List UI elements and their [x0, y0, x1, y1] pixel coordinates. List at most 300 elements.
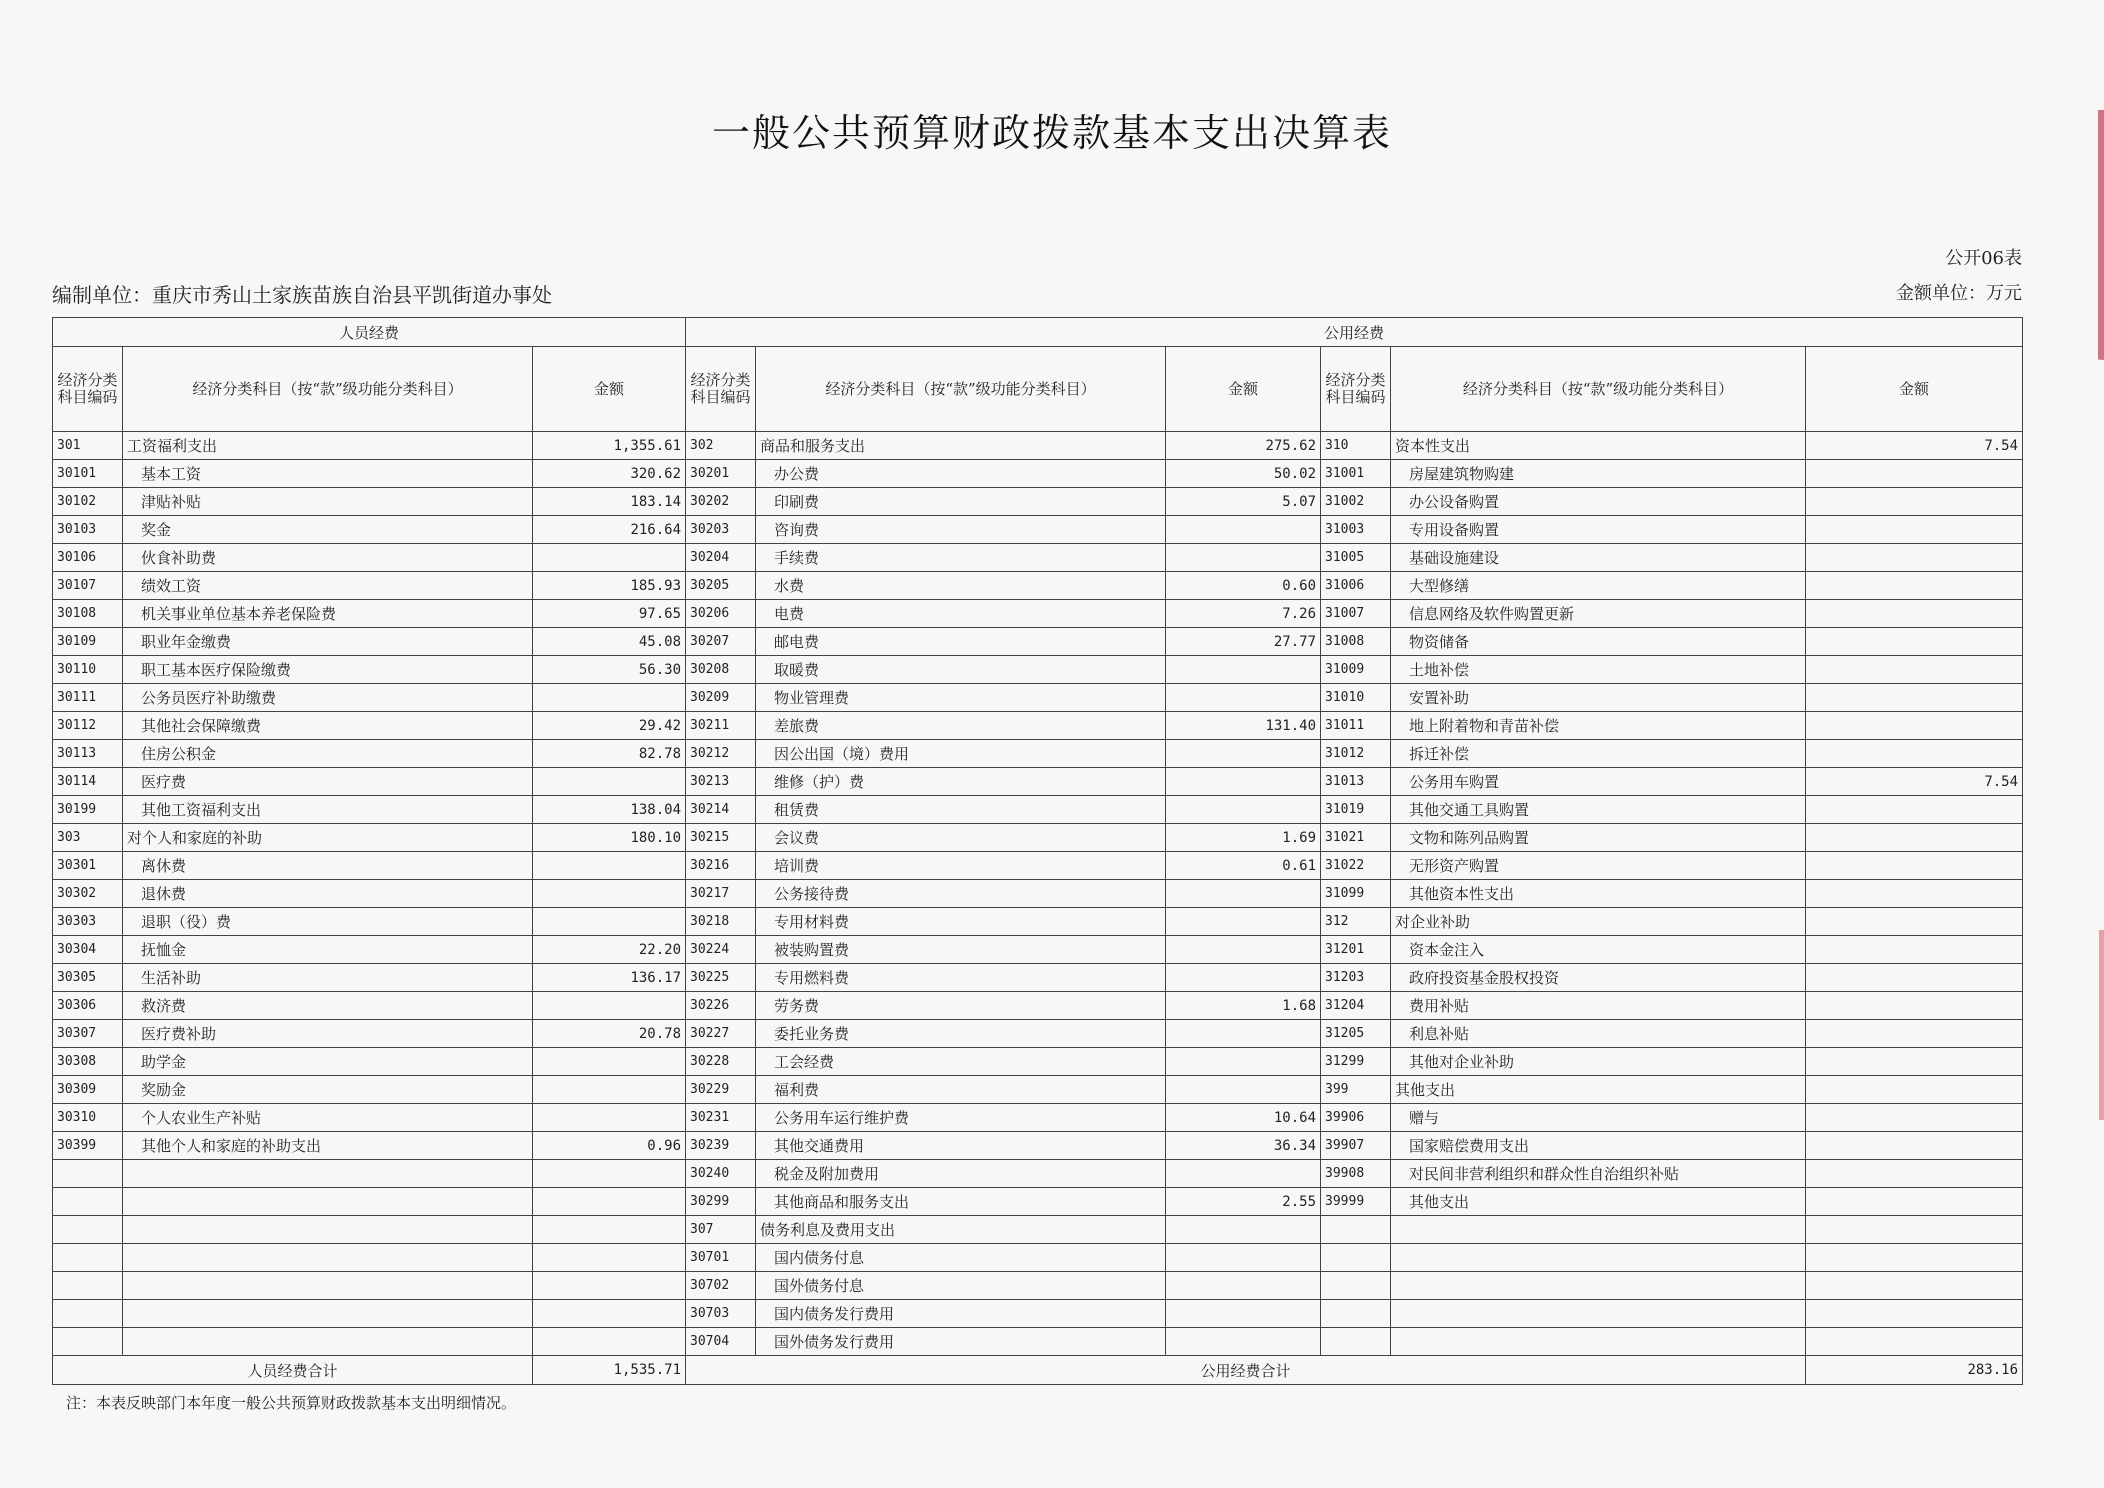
name-cell: 培训费: [756, 852, 1166, 880]
amount-cell: [1166, 796, 1321, 824]
amount-cell: [1166, 1272, 1321, 1300]
code-cell: 30308: [53, 1048, 123, 1076]
code-cell: 30108: [53, 600, 123, 628]
name-cell: 维修（护）费: [756, 768, 1166, 796]
table-row: [53, 544, 2023, 572]
code-cell: 31011: [1321, 712, 1391, 740]
amount-cell: 0.60: [1166, 572, 1321, 600]
amount-cell: [1806, 656, 2023, 684]
amount-cell: 185.93: [533, 572, 686, 600]
name-cell: [123, 1160, 533, 1188]
code-cell: 30701: [686, 1244, 756, 1272]
code-cell: 30240: [686, 1160, 756, 1188]
amount-cell: 27.77: [1166, 628, 1321, 656]
preparing-unit: 编制单位：重庆市秀山土家族苗族自治县平凯街道办事处: [52, 283, 552, 307]
code-cell: 30205: [686, 572, 756, 600]
amount-cell: [533, 992, 686, 1020]
code-cell: 30201: [686, 460, 756, 488]
code-cell: 31003: [1321, 516, 1391, 544]
table-row: [53, 824, 2023, 852]
name-cell: 抚恤金: [123, 936, 533, 964]
name-cell: 专用设备购置: [1391, 516, 1806, 544]
code-cell: 30301: [53, 852, 123, 880]
amount-cell: [533, 544, 686, 572]
name-cell: 工资福利支出: [123, 432, 533, 460]
seal-stamp-mark-lower: [2089, 930, 2104, 1120]
name-cell: 其他工资福利支出: [123, 796, 533, 824]
table-row: [53, 1020, 2023, 1048]
table-row: [53, 1244, 2023, 1272]
name-cell: [123, 1300, 533, 1328]
amount-cell: 138.04: [533, 796, 686, 824]
name-cell: 医疗费: [123, 768, 533, 796]
amount-cell: [1806, 1020, 2023, 1048]
code-cell: 30310: [53, 1104, 123, 1132]
table-row: [53, 516, 2023, 544]
amount-cell: 275.62: [1166, 432, 1321, 460]
name-cell: 退休费: [123, 880, 533, 908]
amount-cell: [1806, 1244, 2023, 1272]
name-cell: [123, 1328, 533, 1356]
code-cell: 31019: [1321, 796, 1391, 824]
code-cell: 31205: [1321, 1020, 1391, 1048]
code-cell: 30215: [686, 824, 756, 852]
col-name-header: 经济分类科目（按“款”级功能分类科目）: [1391, 347, 1806, 432]
amount-cell: 56.30: [533, 656, 686, 684]
code-cell: [53, 1300, 123, 1328]
name-cell: 商品和服务支出: [756, 432, 1166, 460]
name-cell: 差旅费: [756, 712, 1166, 740]
amount-cell: 2.55: [1166, 1188, 1321, 1216]
code-cell: [1321, 1244, 1391, 1272]
name-cell: 国内债务付息: [756, 1244, 1166, 1272]
amount-cell: [533, 1188, 686, 1216]
name-cell: 国内债务发行费用: [756, 1300, 1166, 1328]
amount-cell: [1166, 1244, 1321, 1272]
amount-cell: [533, 684, 686, 712]
table-row: [53, 1188, 2023, 1216]
amount-cell: [1166, 1048, 1321, 1076]
name-cell: [123, 1216, 533, 1244]
name-cell: [1391, 1216, 1806, 1244]
code-cell: 39907: [1321, 1132, 1391, 1160]
group-header-row: [53, 318, 2023, 347]
amount-cell: [1166, 936, 1321, 964]
amount-cell: [1166, 880, 1321, 908]
amount-cell: [1806, 740, 2023, 768]
code-cell: 30103: [53, 516, 123, 544]
name-cell: 公务用车购置: [1391, 768, 1806, 796]
table-row: [53, 1048, 2023, 1076]
name-cell: 无形资产购置: [1391, 852, 1806, 880]
code-cell: 30304: [53, 936, 123, 964]
amount-cell: 183.14: [533, 488, 686, 516]
name-cell: 会议费: [756, 824, 1166, 852]
amount-cell: [1806, 712, 2023, 740]
amount-cell: [1806, 880, 2023, 908]
code-cell: 30218: [686, 908, 756, 936]
name-cell: 其他个人和家庭的补助支出: [123, 1132, 533, 1160]
code-cell: 30226: [686, 992, 756, 1020]
name-cell: 电费: [756, 600, 1166, 628]
table-row: [53, 656, 2023, 684]
code-cell: [53, 1160, 123, 1188]
table-row: [53, 964, 2023, 992]
amount-unit: 金额单位：万元: [1896, 283, 2022, 304]
name-cell: [123, 1272, 533, 1300]
amount-cell: 97.65: [533, 600, 686, 628]
code-cell: 30203: [686, 516, 756, 544]
name-cell: 生活补助: [123, 964, 533, 992]
amount-cell: [1806, 544, 2023, 572]
name-cell: 国家赔偿费用支出: [1391, 1132, 1806, 1160]
amount-cell: [1806, 684, 2023, 712]
name-cell: 地上附着物和青苗补偿: [1391, 712, 1806, 740]
code-cell: 30399: [53, 1132, 123, 1160]
amount-cell: [1166, 1300, 1321, 1328]
code-cell: 30703: [686, 1300, 756, 1328]
amount-cell: [533, 880, 686, 908]
amount-cell: [1806, 936, 2023, 964]
table-code: 公开06表: [1945, 248, 2022, 269]
amount-cell: [1166, 544, 1321, 572]
code-cell: 30101: [53, 460, 123, 488]
amount-cell: [1806, 460, 2023, 488]
code-cell: [53, 1188, 123, 1216]
code-cell: 30224: [686, 936, 756, 964]
code-cell: 302: [686, 432, 756, 460]
name-cell: 咨询费: [756, 516, 1166, 544]
amount-cell: [1806, 1300, 2023, 1328]
code-cell: 30307: [53, 1020, 123, 1048]
name-cell: 住房公积金: [123, 740, 533, 768]
amount-cell: [1806, 516, 2023, 544]
amount-cell: [1166, 1328, 1321, 1356]
code-cell: 30309: [53, 1076, 123, 1104]
name-cell: [1391, 1272, 1806, 1300]
name-cell: 拆迁补偿: [1391, 740, 1806, 768]
name-cell: 土地补偿: [1391, 656, 1806, 684]
expenditure-table-wrapper: [52, 317, 2022, 1385]
amount-cell: [1806, 1160, 2023, 1188]
amount-cell: 0.61: [1166, 852, 1321, 880]
table-row: [53, 852, 2023, 880]
name-cell: [1391, 1300, 1806, 1328]
amount-cell: [533, 1272, 686, 1300]
code-cell: 30209: [686, 684, 756, 712]
table-row: [53, 1160, 2023, 1188]
table-row: [53, 1328, 2023, 1356]
col-name-header: 经济分类科目（按“款”级功能分类科目）: [756, 347, 1166, 432]
amount-cell: 131.40: [1166, 712, 1321, 740]
amount-cell: 180.10: [533, 824, 686, 852]
name-cell: 其他商品和服务支出: [756, 1188, 1166, 1216]
name-cell: 劳务费: [756, 992, 1166, 1020]
code-cell: 30112: [53, 712, 123, 740]
amount-cell: [533, 1244, 686, 1272]
name-cell: 其他支出: [1391, 1076, 1806, 1104]
amount-cell: 1,355.61: [533, 432, 686, 460]
code-cell: 30102: [53, 488, 123, 516]
table-row: [53, 880, 2023, 908]
amount-cell: [533, 1216, 686, 1244]
amount-cell: 7.26: [1166, 600, 1321, 628]
code-cell: 39999: [1321, 1188, 1391, 1216]
personnel-expense-header: 人员经费: [53, 318, 686, 347]
amount-cell: 320.62: [533, 460, 686, 488]
amount-cell: [1166, 1020, 1321, 1048]
amount-cell: [1806, 600, 2023, 628]
col-code-header: 经济分类科目编码: [53, 347, 123, 432]
code-cell: 31203: [1321, 964, 1391, 992]
amount-cell: 29.42: [533, 712, 686, 740]
table-row: [53, 628, 2023, 656]
personnel-total-value: 1,535.71: [533, 1356, 686, 1385]
page-title: 一般公共预算财政拨款基本支出决算表: [711, 111, 1392, 155]
name-cell: [123, 1188, 533, 1216]
name-cell: 公务员医疗补助缴费: [123, 684, 533, 712]
code-cell: [1321, 1272, 1391, 1300]
name-cell: 办公费: [756, 460, 1166, 488]
public-total-value: 283.16: [1806, 1356, 2023, 1385]
code-cell: 31022: [1321, 852, 1391, 880]
table-row: [53, 572, 2023, 600]
name-cell: 政府投资基金股权投资: [1391, 964, 1806, 992]
amount-cell: [1806, 1048, 2023, 1076]
name-cell: 基本工资: [123, 460, 533, 488]
amount-cell: 7.54: [1806, 768, 2023, 796]
name-cell: 专用燃料费: [756, 964, 1166, 992]
code-cell: 30207: [686, 628, 756, 656]
amount-cell: 82.78: [533, 740, 686, 768]
amount-cell: [1806, 488, 2023, 516]
amount-cell: [1166, 1160, 1321, 1188]
code-cell: 30299: [686, 1188, 756, 1216]
code-cell: 30303: [53, 908, 123, 936]
code-cell: [1321, 1300, 1391, 1328]
code-cell: [1321, 1328, 1391, 1356]
amount-cell: [1166, 908, 1321, 936]
code-cell: [53, 1244, 123, 1272]
name-cell: 对企业补助: [1391, 908, 1806, 936]
name-cell: 水费: [756, 572, 1166, 600]
name-cell: 被装购置费: [756, 936, 1166, 964]
code-cell: 30227: [686, 1020, 756, 1048]
code-cell: 399: [1321, 1076, 1391, 1104]
code-cell: 303: [53, 824, 123, 852]
table-row: [53, 1132, 2023, 1160]
amount-cell: [1806, 1328, 2023, 1356]
code-cell: 30202: [686, 488, 756, 516]
code-cell: 30217: [686, 880, 756, 908]
amount-cell: [1806, 1104, 2023, 1132]
code-cell: 30206: [686, 600, 756, 628]
name-cell: 奖励金: [123, 1076, 533, 1104]
name-cell: 离休费: [123, 852, 533, 880]
amount-cell: [1806, 796, 2023, 824]
table-row: [53, 684, 2023, 712]
col-code-header: 经济分类科目编码: [686, 347, 756, 432]
name-cell: 国外债务付息: [756, 1272, 1166, 1300]
code-cell: 30107: [53, 572, 123, 600]
table-row: [53, 600, 2023, 628]
amount-cell: [1806, 908, 2023, 936]
name-cell: 职业年金缴费: [123, 628, 533, 656]
table-row: [53, 460, 2023, 488]
amount-cell: [1806, 1132, 2023, 1160]
amount-cell: [533, 1048, 686, 1076]
code-cell: 39906: [1321, 1104, 1391, 1132]
code-cell: 30212: [686, 740, 756, 768]
code-cell: 31099: [1321, 880, 1391, 908]
amount-cell: 45.08: [533, 628, 686, 656]
code-cell: 31002: [1321, 488, 1391, 516]
amount-cell: [1806, 1216, 2023, 1244]
code-cell: 30225: [686, 964, 756, 992]
table-body: [53, 432, 2023, 1356]
name-cell: 其他支出: [1391, 1188, 1806, 1216]
name-cell: 其他社会保障缴费: [123, 712, 533, 740]
name-cell: 利息补贴: [1391, 1020, 1806, 1048]
amount-cell: [533, 1104, 686, 1132]
amount-cell: [1166, 964, 1321, 992]
amount-cell: [533, 1328, 686, 1356]
amount-cell: 7.54: [1806, 432, 2023, 460]
code-cell: [1321, 1216, 1391, 1244]
code-cell: 31007: [1321, 600, 1391, 628]
amount-cell: [1806, 572, 2023, 600]
code-cell: 30214: [686, 796, 756, 824]
amount-cell: [1806, 852, 2023, 880]
name-cell: 机关事业单位基本养老保险费: [123, 600, 533, 628]
code-cell: 30110: [53, 656, 123, 684]
table-row: [53, 1272, 2023, 1300]
name-cell: 公务接待费: [756, 880, 1166, 908]
amount-cell: [1166, 768, 1321, 796]
name-cell: 印刷费: [756, 488, 1166, 516]
amount-cell: 20.78: [533, 1020, 686, 1048]
name-cell: 委托业务费: [756, 1020, 1166, 1048]
footnote: 注：本表反映部门本年度一般公共预算财政拨款基本支出明细情况。: [66, 1394, 517, 1412]
name-cell: 公务用车运行维护费: [756, 1104, 1166, 1132]
name-cell: 医疗费补助: [123, 1020, 533, 1048]
table-row: [53, 1076, 2023, 1104]
code-cell: 30231: [686, 1104, 756, 1132]
name-cell: 其他资本性支出: [1391, 880, 1806, 908]
name-cell: 个人农业生产补贴: [123, 1104, 533, 1132]
amount-cell: [1166, 656, 1321, 684]
code-cell: 30111: [53, 684, 123, 712]
expenditure-table: [52, 317, 2023, 1385]
code-cell: [53, 1272, 123, 1300]
amount-cell: [1806, 1272, 2023, 1300]
name-cell: 物业管理费: [756, 684, 1166, 712]
name-cell: 资本金注入: [1391, 936, 1806, 964]
amount-cell: [533, 908, 686, 936]
public-expense-header: 公用经费: [686, 318, 2023, 347]
amount-cell: [533, 768, 686, 796]
name-cell: 房屋建筑物购建: [1391, 460, 1806, 488]
code-cell: 301: [53, 432, 123, 460]
amount-cell: [1166, 1216, 1321, 1244]
name-cell: 基础设施建设: [1391, 544, 1806, 572]
amount-cell: [1806, 964, 2023, 992]
code-cell: 30702: [686, 1272, 756, 1300]
name-cell: 奖金: [123, 516, 533, 544]
name-cell: 租赁费: [756, 796, 1166, 824]
code-cell: 31005: [1321, 544, 1391, 572]
name-cell: 办公设备购置: [1391, 488, 1806, 516]
amount-cell: 0.96: [533, 1132, 686, 1160]
code-cell: 31021: [1321, 824, 1391, 852]
column-header-row: [53, 347, 2023, 432]
code-cell: 30211: [686, 712, 756, 740]
code-cell: 30216: [686, 852, 756, 880]
table-row: [53, 768, 2023, 796]
col-name-header: 经济分类科目（按“款”级功能分类科目）: [123, 347, 533, 432]
public-total-label: 公用经费合计: [686, 1356, 1806, 1385]
code-cell: 30199: [53, 796, 123, 824]
name-cell: 物资储备: [1391, 628, 1806, 656]
amount-cell: [1166, 740, 1321, 768]
amount-cell: [533, 1300, 686, 1328]
name-cell: 专用材料费: [756, 908, 1166, 936]
col-amount-header: 金额: [1166, 347, 1321, 432]
table-row: [53, 1216, 2023, 1244]
name-cell: 其他对企业补助: [1391, 1048, 1806, 1076]
code-cell: 30204: [686, 544, 756, 572]
name-cell: 工会经费: [756, 1048, 1166, 1076]
amount-cell: 22.20: [533, 936, 686, 964]
col-code-header: 经济分类科目编码: [1321, 347, 1391, 432]
name-cell: [123, 1244, 533, 1272]
table-row: [53, 992, 2023, 1020]
table-row: [53, 1300, 2023, 1328]
code-cell: 31201: [1321, 936, 1391, 964]
name-cell: 助学金: [123, 1048, 533, 1076]
amount-cell: [1166, 516, 1321, 544]
code-cell: 30229: [686, 1076, 756, 1104]
name-cell: 其他交通工具购置: [1391, 796, 1806, 824]
name-cell: 福利费: [756, 1076, 1166, 1104]
name-cell: 税金及附加费用: [756, 1160, 1166, 1188]
amount-cell: [533, 1076, 686, 1104]
code-cell: 31001: [1321, 460, 1391, 488]
code-cell: 310: [1321, 432, 1391, 460]
amount-cell: 1.68: [1166, 992, 1321, 1020]
name-cell: 取暖费: [756, 656, 1166, 684]
name-cell: 对个人和家庭的补助: [123, 824, 533, 852]
code-cell: 31012: [1321, 740, 1391, 768]
amount-cell: 216.64: [533, 516, 686, 544]
code-cell: 30213: [686, 768, 756, 796]
code-cell: 30228: [686, 1048, 756, 1076]
code-cell: 30704: [686, 1328, 756, 1356]
amount-cell: [533, 1160, 686, 1188]
table-row: [53, 432, 2023, 460]
name-cell: 资本性支出: [1391, 432, 1806, 460]
amount-cell: [533, 852, 686, 880]
name-cell: 职工基本医疗保险缴费: [123, 656, 533, 684]
code-cell: 39908: [1321, 1160, 1391, 1188]
name-cell: 大型修缮: [1391, 572, 1806, 600]
amount-cell: 36.34: [1166, 1132, 1321, 1160]
name-cell: 安置补助: [1391, 684, 1806, 712]
col-amount-header: 金额: [533, 347, 686, 432]
code-cell: [53, 1216, 123, 1244]
amount-cell: 1.69: [1166, 824, 1321, 852]
name-cell: 邮电费: [756, 628, 1166, 656]
